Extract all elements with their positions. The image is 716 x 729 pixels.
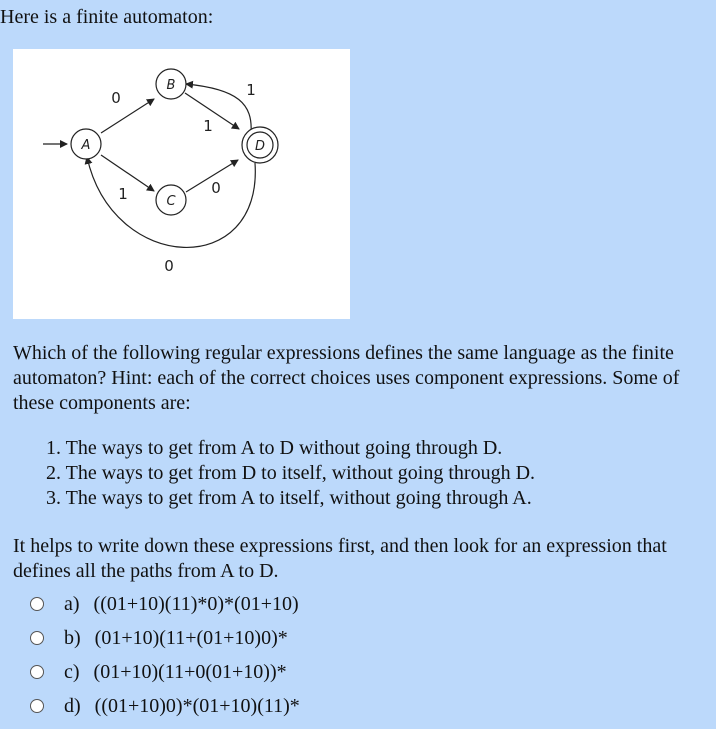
option-a[interactable] — [30, 587, 300, 621]
state-d-label: D — [254, 139, 266, 154]
option-c[interactable] — [30, 655, 300, 689]
label-d-to-a: 0 — [164, 257, 174, 275]
radio-button[interactable] — [30, 665, 44, 679]
radio-button[interactable] — [30, 597, 44, 611]
state-c-label: C — [166, 194, 176, 209]
radio-button[interactable] — [30, 699, 44, 713]
hint-list — [46, 436, 535, 511]
option-expression: ((01+10)0)*(01+10)(11)* — [94, 694, 300, 717]
hint-item: 3. The ways to get from A to itself, without going through A. — [46, 487, 532, 509]
hint-item: 1. The ways to get from A to D without going through D. — [46, 437, 503, 459]
label-a-to-c: 1 — [118, 185, 128, 203]
option-letter: c) — [64, 660, 80, 683]
state-a-label: A — [81, 138, 91, 153]
option-letter: a) — [64, 592, 80, 615]
edge-a-to-b — [101, 99, 154, 133]
state-b-label: B — [166, 78, 176, 93]
option-letter: d) — [64, 694, 81, 717]
helper-text: It helps to write down these expressions first, and then look for an expression that defines all the paths from A to D. — [13, 535, 667, 582]
automaton-figure — [13, 49, 350, 319]
automaton-diagram — [13, 49, 350, 319]
hint-item: 2. The ways to get from D to itself, without going through D. — [46, 462, 536, 484]
label-a-to-b: 0 — [111, 89, 121, 107]
answer-options — [30, 587, 300, 723]
option-expression: ((01+10)(11)*0)*(01+10) — [93, 592, 299, 615]
label-b-to-d: 1 — [203, 117, 213, 135]
option-expression: (01+10)(11+(01+10)0)* — [94, 626, 288, 649]
option-expression: (01+10)(11+0(01+10))* — [93, 660, 287, 683]
option-d[interactable] — [30, 689, 300, 723]
edge-d-to-b — [186, 84, 251, 133]
option-b[interactable] — [30, 621, 300, 655]
label-d-to-b: 1 — [246, 81, 256, 99]
intro-text: Here is a finite automaton: — [0, 6, 214, 28]
label-c-to-d: 0 — [211, 179, 221, 197]
radio-button[interactable] — [30, 631, 44, 645]
option-letter: b) — [64, 626, 81, 649]
question-text: Which of the following regular expressions defines the same language as the finite automaton? Hint: each of the correct choices uses component expressions. Some of these components are: — [13, 342, 680, 414]
